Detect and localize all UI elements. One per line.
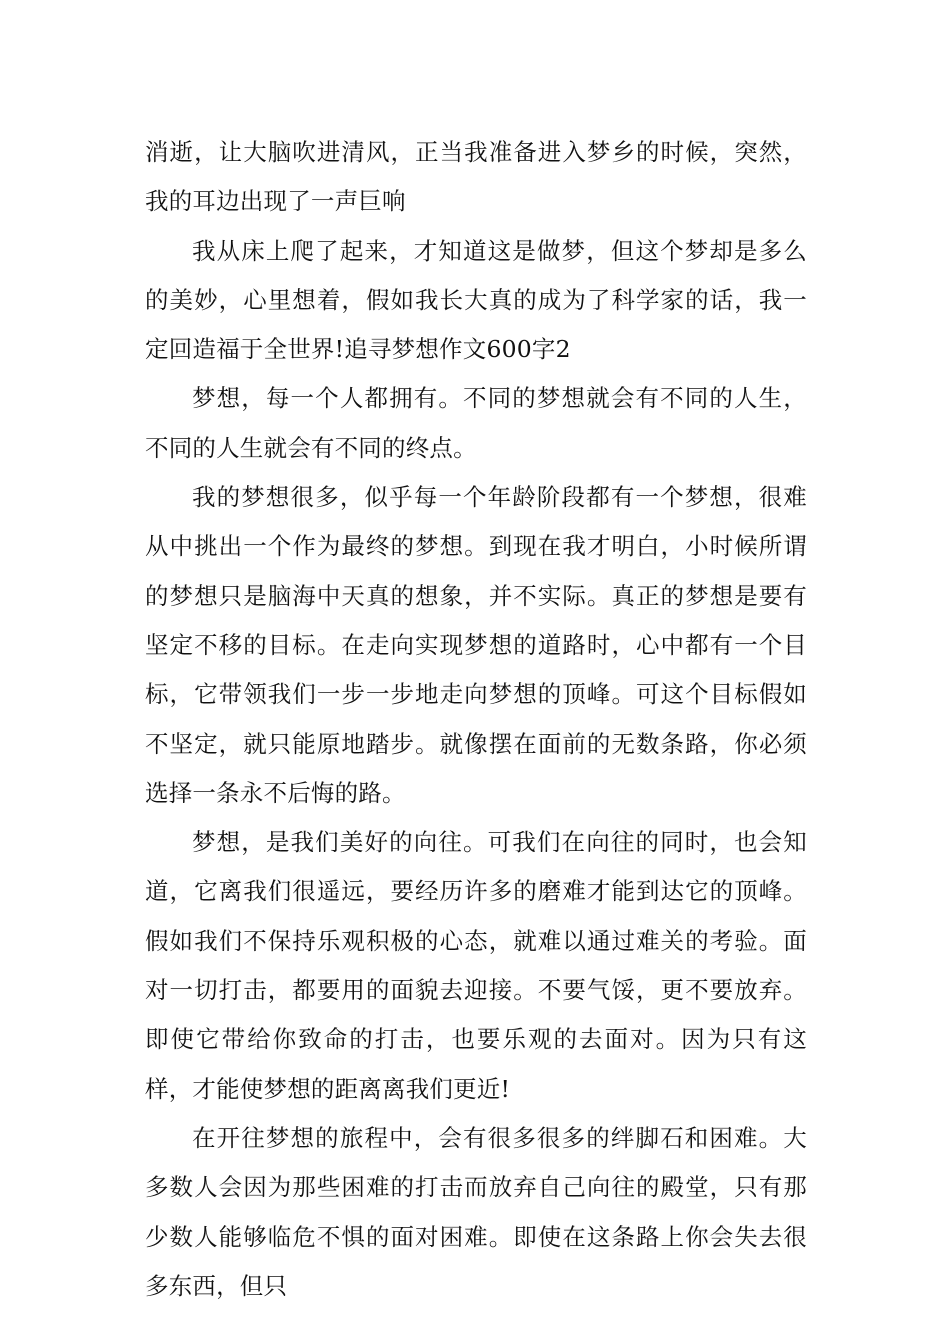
paragraph-4: 我的梦想很多，似乎每一个年龄阶段都有一个梦想，很难从中挑出一个作为最终的梦想。到现在我才明白，小时候所谓的梦想只是脑海中天真的想象，并不实际。真正的梦想是要有坚定不移的目标。在走向实现梦想的道路时，心中都有一个目标，它带领我们一步一步地走向梦想的顶峰。可这个目标假如不坚定，就只能原地踏步。就像摆在面前的无数条路，你必须选择一条永不后悔的路。 [145, 483, 807, 807]
paragraph-6: 在开往梦想的旅程中，会有很多很多的绊脚石和困难。大多数人会因为那些困难的打击而放弃自己向往的殿堂，只有那少数人能够临危不惧的面对困难。即使在这条路上你会失去很多东西，但只 [145, 1123, 807, 1300]
paragraph-1: 消逝，让大脑吹进清风，正当我准备进入梦乡的时候，突然，我的耳边出现了一声巨响 [145, 138, 807, 216]
paragraph-3: 梦想，每一个人都拥有。不同的梦想就会有不同的人生，不同的人生就会有不同的终点。 [145, 384, 807, 462]
paragraph-2: 我从床上爬了起来，才知道这是做梦，但这个梦却是多么的美妙，心里想着，假如我长大真的成为了科学家的话，我一定回造福于全世界!追寻梦想作文600字2 [145, 236, 807, 364]
paragraph-5: 梦想，是我们美好的向往。可我们在向往的同时，也会知道，它离我们很遥远，要经历许多的磨难才能到达它的顶峰。假如我们不保持乐观积极的心态，就难以通过难关的考验。面对一切打击，都要用的面貌去迎接。不要气馁，更不要放弃。即使它带给你致命的打击，也要乐观的去面对。因为只有这样，才能使梦想的距离离我们更近! [145, 828, 807, 1103]
article-body [145, 128, 807, 1311]
